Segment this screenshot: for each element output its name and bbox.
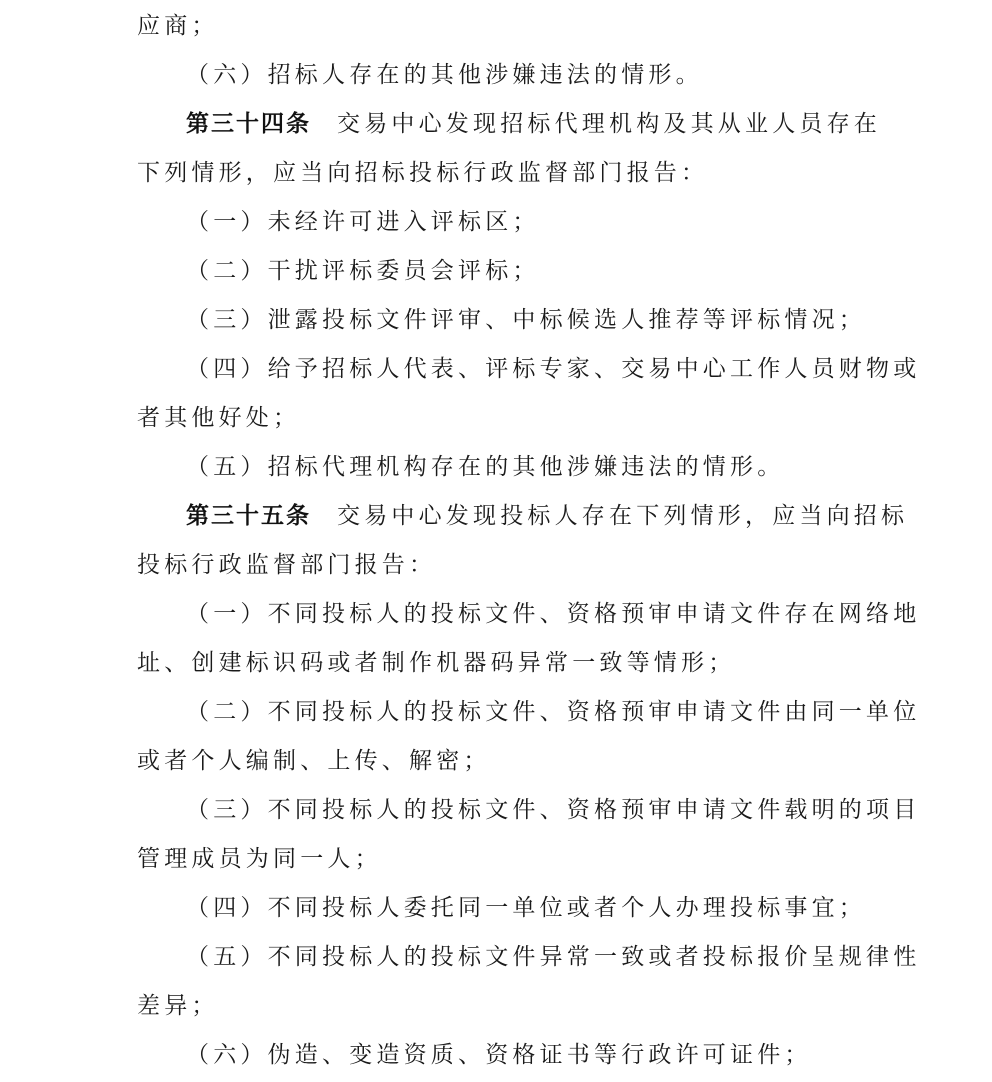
article-35-text: 交易中心发现投标人存在下列情形，应当向招标 [337, 503, 909, 529]
list-item: （六）伪造、变造资质、资格证书等行政许可证件； [186, 1042, 812, 1068]
text-line: 应商； [137, 13, 219, 39]
article-34-first-line [186, 104, 881, 144]
list-item: （一）未经许可进入评标区； [186, 209, 540, 235]
text-line: 下列情形，应当向招标投标行政监督部门报告： [137, 160, 709, 186]
text-line: 差异； [137, 993, 219, 1019]
text-line: 址、创建标识码或者制作机器码异常一致等情形； [137, 650, 736, 676]
list-item: （五）不同投标人的投标文件异常一致或者投标报价呈规律性 [186, 944, 921, 970]
list-item: （二）不同投标人的投标文件、资格预审申请文件由同一单位 [186, 699, 921, 725]
text-line: 管理成员为同一人； [137, 846, 382, 872]
list-item: （三）不同投标人的投标文件、资格预审申请文件载明的项目 [186, 797, 921, 823]
text-line: 者其他好处； [137, 405, 301, 431]
list-item: （六）招标人存在的其他涉嫌违法的情形。 [186, 62, 703, 88]
text-line: 投标行政监督部门报告： [137, 552, 437, 578]
list-item: （三）泄露投标文件评审、中标候选人推荐等评标情况； [186, 307, 866, 333]
text-line: 或者个人编制、上传、解密； [137, 748, 491, 774]
list-item: （四）给予招标人代表、评标专家、交易中心工作人员财物或 [186, 356, 921, 382]
list-item: （一）不同投标人的投标文件、资格预审申请文件存在网络地 [186, 601, 921, 627]
article-34-heading: 第三十四条 [186, 111, 311, 137]
article-34-text: 交易中心发现招标代理机构及其从业人员存在 [337, 111, 881, 137]
list-item: （五）招标代理机构存在的其他涉嫌违法的情形。 [186, 454, 785, 480]
list-item: （四）不同投标人委托同一单位或者个人办理投标事宜； [186, 895, 866, 921]
article-35-first-line [186, 496, 908, 536]
list-item: （二）干扰评标委员会评标； [186, 258, 540, 284]
article-35-heading: 第三十五条 [186, 503, 311, 529]
